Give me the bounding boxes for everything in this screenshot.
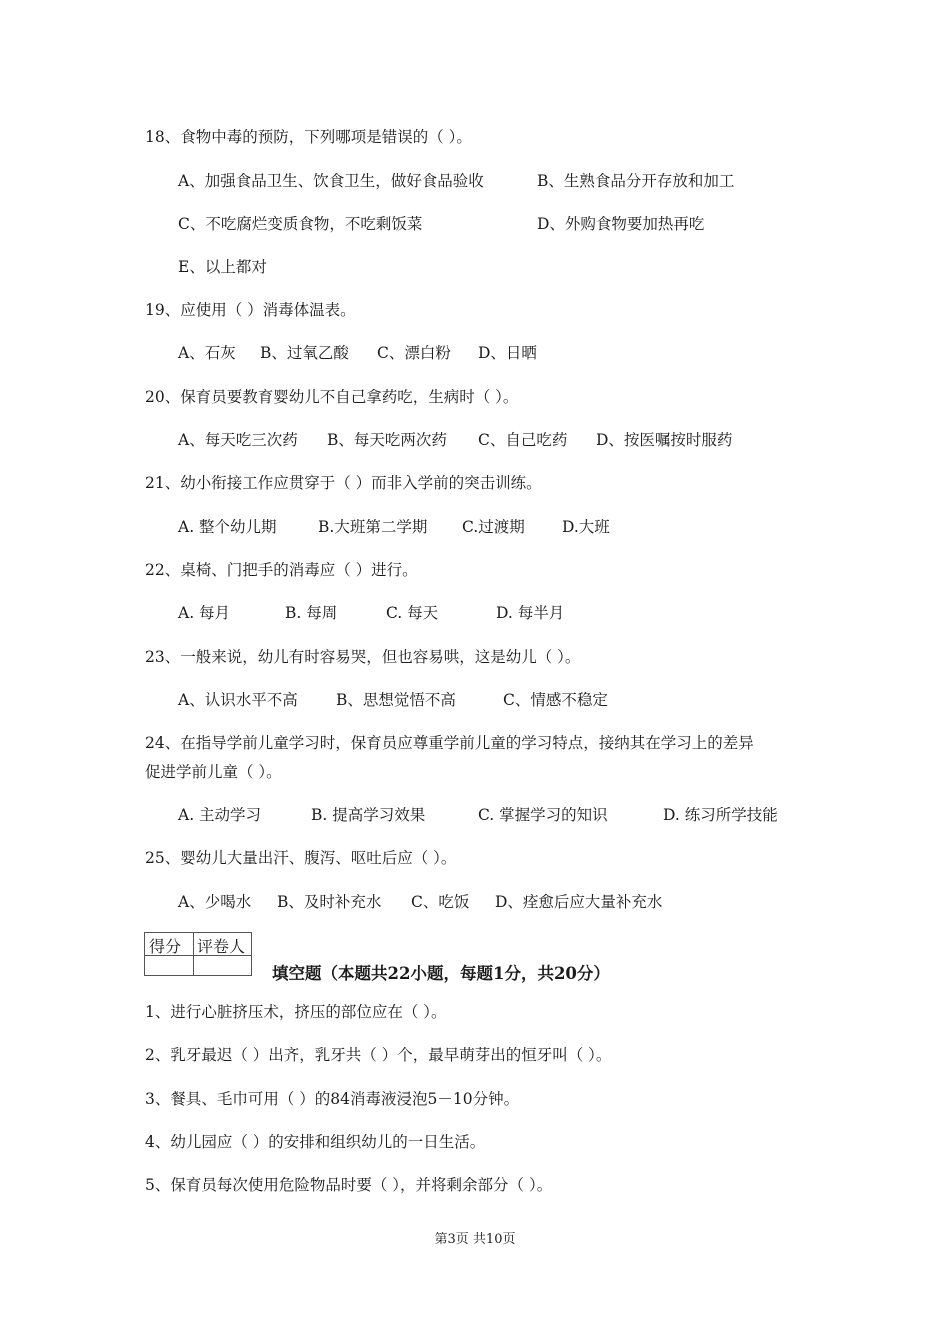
option: D.大班	[562, 518, 610, 536]
option: C、漂白粉	[377, 344, 451, 362]
option: C、自己吃药	[478, 431, 568, 449]
option: A、少喝水	[178, 893, 252, 911]
option: C、情感不稳定	[503, 691, 608, 709]
option: C、吃饭	[411, 893, 470, 911]
option: C. 掌握学习的知识	[478, 806, 608, 824]
question-stem: 24、在指导学前儿童学习时，保育员应尊重学前儿童的学习特点，接纳其在学习上的差异	[145, 734, 754, 752]
fill-blank-question: 1、进行心脏挤压术，挤压的部位应在（ ）。	[145, 1003, 447, 1021]
question-stem: 22、桌椅、门把手的消毒应（ ）进行。	[145, 561, 418, 579]
fill-blank-question: 2、乳牙最迟（ ）出齐，乳牙共（ ）个，最早萌芽出的恒牙叫（ ）。	[145, 1046, 612, 1064]
option: A、加强食品卫生、饮食卫生，做好食品验收	[178, 172, 484, 190]
option: A. 整个幼儿期	[178, 518, 277, 536]
option: B、思想觉悟不高	[336, 691, 456, 709]
option: B、及时补充水	[277, 893, 382, 911]
option: D、痊愈后应大量补充水	[495, 893, 663, 911]
option: A、石灰	[178, 344, 236, 362]
question-stem: 25、婴幼儿大量出汗、腹泻、呕吐后应（ ）。	[145, 849, 457, 867]
option: A. 每月	[178, 604, 231, 622]
option: A. 主动学习	[178, 806, 262, 824]
option: E、以上都对	[178, 258, 267, 276]
question-stem: 18、食物中毒的预防，下列哪项是错误的（ ）。	[145, 128, 472, 146]
option: C、不吃腐烂变质食物，不吃剩饭菜	[178, 215, 423, 233]
grader-header: 评卷人	[197, 937, 246, 956]
score-table	[144, 932, 252, 976]
option: B. 每周	[285, 604, 338, 622]
question-stem: 19、应使用（ ）消毒体温表。	[145, 301, 356, 319]
option: B.大班第二学期	[318, 518, 428, 536]
option: B、过氧乙酸	[260, 344, 349, 362]
option: C. 每天	[386, 604, 439, 622]
option: A、每天吃三次药	[178, 431, 298, 449]
fill-blank-question: 3、餐具、毛巾可用（ ）的84消毒液浸泡5－10分钟。	[145, 1090, 520, 1108]
question-stem: 20、保育员要教育婴幼儿不自己拿药吃，生病时（ ）。	[145, 388, 519, 406]
page-footer: 第3页 共10页	[434, 1232, 516, 1247]
option: B、生熟食品分开存放和加工	[537, 172, 735, 190]
option: A、认识水平不高	[178, 691, 298, 709]
option: B. 提高学习效果	[311, 806, 426, 824]
question-stem-continued: 促进学前儿童（ ）。	[145, 763, 282, 781]
option: D. 练习所学技能	[663, 806, 778, 824]
score-header: 得分	[149, 937, 182, 956]
fill-blank-question: 5、保育员每次使用危险物品时要（ ），并将剩余部分（ ）。	[145, 1176, 553, 1194]
option: D、日晒	[478, 344, 537, 362]
option: C.过渡期	[462, 518, 525, 536]
option: B、每天吃两次药	[327, 431, 447, 449]
section-title: 填空题（本题共22小题，每题1分，共20分）	[272, 964, 610, 983]
question-stem: 21、幼小衔接工作应贯穿于（ ）而非入学前的突击训练。	[145, 474, 542, 492]
option: D、按医嘱按时服药	[596, 431, 733, 449]
question-stem: 23、一般来说，幼儿有时容易哭，但也容易哄，这是幼儿（ ）。	[145, 648, 581, 666]
fill-blank-question: 4、幼儿园应（ ）的安排和组织幼儿的一日生活。	[145, 1133, 486, 1151]
option: D. 每半月	[496, 604, 565, 622]
table-divider	[193, 933, 194, 975]
option: D、外购食物要加热再吃	[537, 215, 705, 233]
